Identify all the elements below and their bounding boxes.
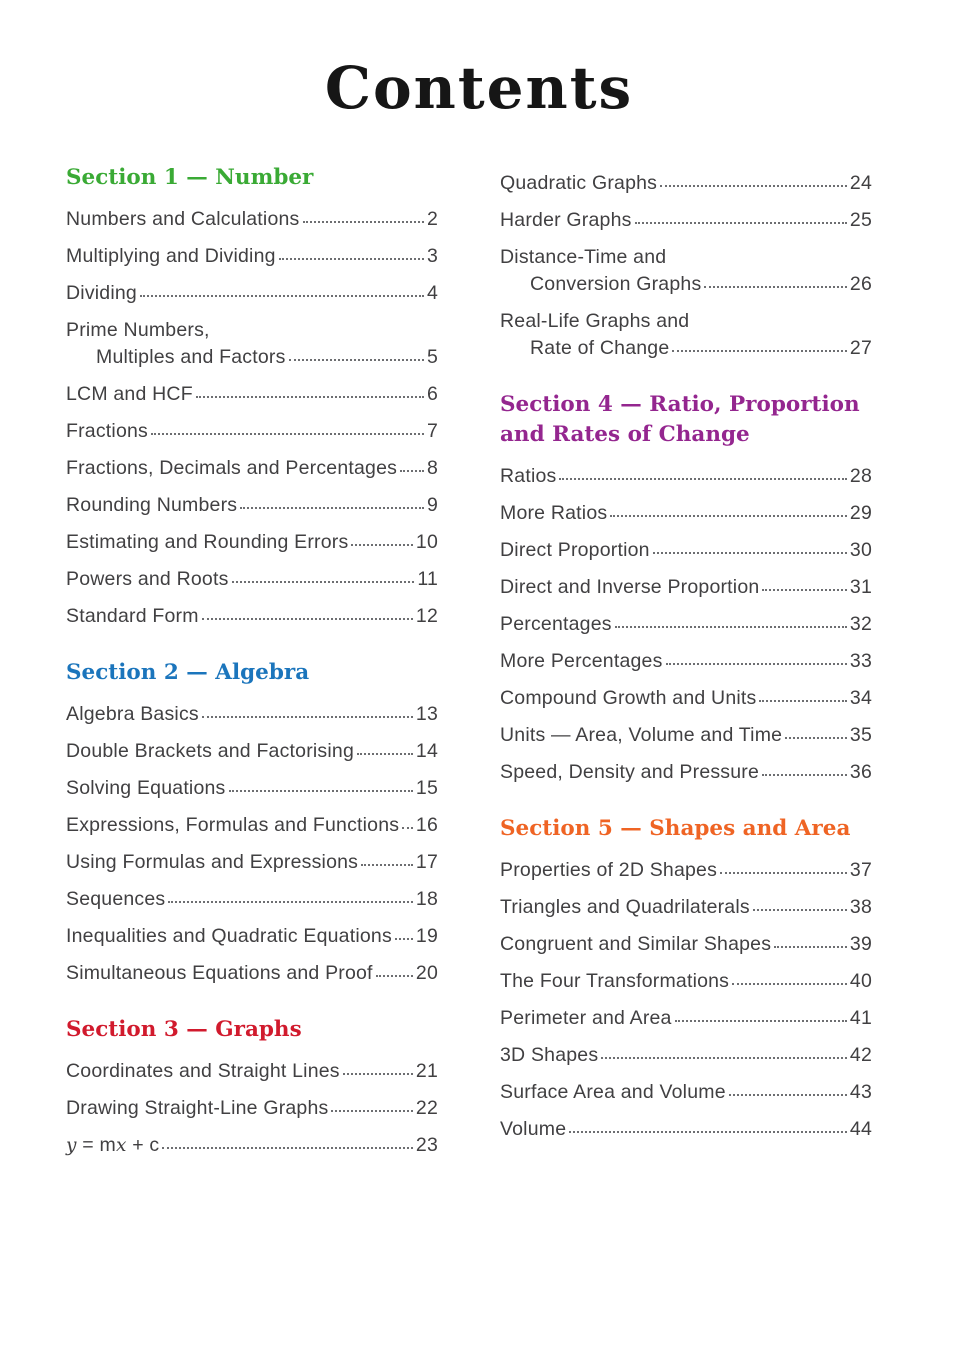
toc-entry [66, 245, 438, 268]
dot-leader [140, 295, 424, 297]
toc-entry [66, 494, 438, 517]
toc-entry [500, 539, 872, 562]
toc-entry [66, 888, 438, 911]
dot-leader [279, 258, 424, 260]
toc-entry-continuation [500, 273, 872, 296]
toc-entry [66, 383, 438, 406]
entry-label: Powers and Roots [66, 567, 229, 590]
toc-entry [500, 970, 872, 993]
entry-page-number: 34 [849, 686, 872, 709]
dot-leader [635, 222, 847, 224]
entry-label: More Ratios [500, 501, 608, 524]
toc-entry [66, 531, 438, 554]
dot-leader [559, 478, 846, 480]
dot-leader [289, 359, 424, 361]
entry-label: Units — Area, Volume and Time [500, 723, 783, 746]
toc-entry [500, 724, 872, 747]
dot-leader [357, 753, 413, 755]
entry-page-number: 41 [849, 1006, 872, 1029]
dot-leader [151, 433, 424, 435]
dot-leader [704, 286, 847, 288]
entry-page-number: 14 [415, 739, 438, 762]
toc-entry [66, 962, 438, 985]
math-x: x [115, 1134, 127, 1156]
toc-entry [66, 1060, 438, 1083]
entry-page-number: 6 [426, 382, 438, 405]
entry-page-number: 17 [415, 850, 438, 873]
entry-label: Prime Numbers, [66, 318, 210, 341]
toc-entry [66, 777, 438, 800]
toc-entry [500, 687, 872, 710]
dot-leader [615, 626, 847, 628]
two-column-layout [0, 119, 958, 1171]
entry-page-number: 5 [426, 345, 438, 368]
entry-label: Real-Life Graphs and [500, 309, 690, 332]
entry-label: Harder Graphs [500, 208, 632, 231]
entry-page-number: 24 [849, 171, 872, 194]
entry-label: y = mx + c [66, 1133, 160, 1156]
entry-page-number: 35 [849, 723, 872, 746]
dot-leader [232, 581, 415, 583]
entry-page-number: 42 [849, 1043, 872, 1066]
toc-entry [66, 282, 438, 305]
entry-label: Rounding Numbers [66, 493, 238, 516]
dot-leader [229, 790, 413, 792]
toc-entry [66, 568, 438, 591]
left-column [66, 163, 438, 1171]
entry-label: Multiples and Factors [96, 345, 286, 368]
toc-entry [500, 310, 872, 333]
toc-entry [500, 761, 872, 784]
toc-entry [500, 465, 872, 488]
toc-entry [500, 613, 872, 636]
entry-page-number: 33 [849, 649, 872, 672]
entry-label: Distance-Time and [500, 245, 667, 268]
entry-page-number: 3 [426, 244, 438, 267]
toc-entry [66, 457, 438, 480]
right-column [500, 163, 872, 1171]
entry-page-number: 30 [849, 538, 872, 561]
entry-label: Solving Equations [66, 776, 226, 799]
dot-leader [303, 221, 424, 223]
entry-page-number: 27 [849, 336, 872, 359]
toc-entry [66, 605, 438, 628]
entry-label: Triangles and Quadrilaterals [500, 895, 750, 918]
toc-entry [500, 896, 872, 919]
dot-leader [331, 1110, 412, 1112]
entry-label: Drawing Straight-Line Graphs [66, 1096, 329, 1119]
entry-page-number: 38 [849, 895, 872, 918]
entry-page-number: 16 [415, 813, 438, 836]
entry-label: Double Brackets and Factorising [66, 739, 355, 762]
dot-leader [774, 946, 847, 948]
dot-leader [376, 975, 413, 977]
toc-entry [66, 420, 438, 443]
section-5-heading: Section 5 — Shapes and Area [500, 815, 851, 841]
toc-entry [500, 502, 872, 525]
entry-page-number: 7 [426, 419, 438, 442]
entry-label: Expressions, Formulas and Functions [66, 813, 400, 836]
entry-page-number: 36 [849, 760, 872, 783]
entry-label: Using Formulas and Expressions [66, 850, 359, 873]
dot-leader [653, 552, 847, 554]
section-1-heading: Section 1 — Number [66, 164, 314, 190]
entry-page-number: 29 [849, 501, 872, 524]
entry-label: Numbers and Calculations [66, 207, 300, 230]
dot-leader [569, 1131, 847, 1133]
toc-entry [66, 703, 438, 726]
entry-label: Inequalities and Quadratic Equations [66, 924, 392, 947]
dot-leader [168, 901, 413, 903]
section-2-heading: Section 2 — Algebra [66, 659, 310, 685]
dot-leader [351, 544, 413, 546]
dot-leader [196, 396, 424, 398]
toc-entry [66, 925, 438, 948]
entry-label: Properties of 2D Shapes [500, 858, 718, 881]
entry-page-number: 10 [415, 530, 438, 553]
entry-page-number: 12 [415, 604, 438, 627]
toc-entry [66, 740, 438, 763]
entry-label: Congruent and Similar Shapes [500, 932, 772, 955]
entry-label: Direct and Inverse Proportion [500, 575, 760, 598]
entry-page-number: 44 [849, 1117, 872, 1140]
dot-leader [785, 737, 847, 739]
entry-label: Fractions, Decimals and Percentages [66, 456, 398, 479]
entry-page-number: 43 [849, 1080, 872, 1103]
entry-page-number: 18 [415, 887, 438, 910]
entry-page-number: 31 [849, 575, 872, 598]
dot-leader [202, 716, 413, 718]
entry-label: Speed, Density and Pressure [500, 760, 760, 783]
dot-leader [732, 983, 847, 985]
entry-label: Dividing [66, 281, 137, 304]
entry-page-number: 15 [415, 776, 438, 799]
entry-label: Sequences [66, 887, 166, 910]
entry-page-number: 39 [849, 932, 872, 955]
toc-entry-formula [66, 1134, 438, 1157]
toc-entry [66, 208, 438, 231]
entry-label: Coordinates and Straight Lines [66, 1059, 340, 1082]
toc-entry [66, 814, 438, 837]
entry-label: Conversion Graphs [530, 272, 702, 295]
entry-label: Fractions [66, 419, 148, 442]
dot-leader [610, 515, 847, 517]
dot-leader [759, 700, 846, 702]
page-title: Contents [324, 54, 634, 122]
toc-entry [500, 172, 872, 195]
dot-leader [762, 589, 846, 591]
entry-page-number: 28 [849, 464, 872, 487]
entry-page-number: 23 [415, 1133, 438, 1156]
entry-page-number: 25 [849, 208, 872, 231]
dot-leader [202, 618, 413, 620]
entry-page-number: 20 [415, 961, 438, 984]
toc-entry [500, 1044, 872, 1067]
dot-leader [672, 350, 847, 352]
entry-label: Estimating and Rounding Errors [66, 530, 349, 553]
dot-leader [720, 872, 847, 874]
entry-page-number: 21 [415, 1059, 438, 1082]
entry-label: Compound Growth and Units [500, 686, 757, 709]
dot-leader [343, 1073, 413, 1075]
entry-page-number: 26 [849, 272, 872, 295]
dot-leader [729, 1094, 847, 1096]
dot-leader [762, 774, 847, 776]
entry-page-number: 4 [426, 281, 438, 304]
toc-entry [500, 576, 872, 599]
entry-label: Rate of Change [530, 336, 670, 359]
entry-page-number: 2 [426, 207, 438, 230]
dot-leader [400, 470, 424, 472]
entry-page-number: 13 [415, 702, 438, 725]
entry-label: Algebra Basics [66, 702, 199, 725]
dot-leader [675, 1020, 847, 1022]
toc-entry-continuation [66, 346, 438, 369]
toc-entry [500, 1081, 872, 1104]
dot-leader [240, 507, 424, 509]
toc-entry [500, 859, 872, 882]
toc-entry [66, 851, 438, 874]
toc-entry [500, 1007, 872, 1030]
entry-label: Simultaneous Equations and Proof [66, 961, 373, 984]
entry-label: Volume [500, 1117, 567, 1140]
entry-label: Percentages [500, 612, 612, 635]
entry-label: Quadratic Graphs [500, 171, 658, 194]
entry-label: The Four Transformations [500, 969, 730, 992]
toc-entry [500, 246, 872, 269]
dot-leader [162, 1147, 413, 1149]
entry-page-number: 32 [849, 612, 872, 635]
entry-page-number: 9 [426, 493, 438, 516]
entry-page-number: 19 [415, 924, 438, 947]
toc-entry [66, 319, 438, 342]
toc-entry [66, 1097, 438, 1120]
math-y: y [66, 1134, 77, 1156]
toc-entry [500, 209, 872, 232]
entry-label: Multiplying and Dividing [66, 244, 276, 267]
dot-leader [361, 864, 413, 866]
toc-entry [500, 650, 872, 673]
entry-label: Ratios [500, 464, 557, 487]
entry-page-number: 22 [415, 1096, 438, 1119]
dot-leader [666, 663, 847, 665]
toc-entry-continuation [500, 337, 872, 360]
entry-label: Surface Area and Volume [500, 1080, 726, 1103]
dot-leader [395, 938, 413, 940]
section-4-heading: Section 4 — Ratio, Proportion and Rates of Change [500, 391, 860, 447]
entry-label: Direct Proportion [500, 538, 650, 561]
dot-leader [601, 1057, 847, 1059]
toc-entry [500, 1118, 872, 1141]
entry-page-number: 40 [849, 969, 872, 992]
entry-label: Standard Form [66, 604, 199, 627]
entry-label: Perimeter and Area [500, 1006, 672, 1029]
entry-page-number: 11 [417, 567, 438, 590]
section-3-heading: Section 3 — Graphs [66, 1016, 302, 1042]
entry-page-number: 8 [426, 456, 438, 479]
entry-label: More Percentages [500, 649, 663, 672]
dot-leader [753, 909, 847, 911]
toc-entry [500, 933, 872, 956]
dot-leader [402, 827, 413, 829]
entry-label: 3D Shapes [500, 1043, 599, 1066]
entry-page-number: 37 [849, 858, 872, 881]
dot-leader [660, 185, 847, 187]
entry-label: LCM and HCF [66, 382, 193, 405]
